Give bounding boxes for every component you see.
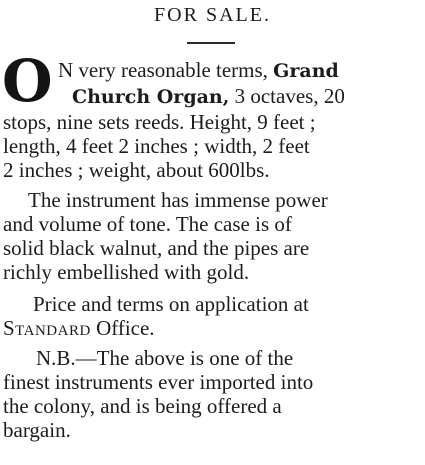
paragraph4-line1: N.B.—The above is one of the: [36, 346, 294, 370]
paragraph3-line2: [3, 316, 155, 340]
paragraph1-line4: length, 4 feet 2 inches ; width, 2 feet: [3, 134, 310, 158]
paragraph4-line3: the colony, and is being offered a: [3, 394, 282, 418]
drop-cap: O: [2, 47, 53, 115]
paragraph1-line3: stops, nine sets reeds. Height, 9 feet ;: [3, 110, 316, 134]
paragraph1-line1-bold: Grand: [273, 60, 339, 82]
paragraph2-line4: richly embellished with gold.: [3, 260, 250, 284]
paragraph4-line2: finest instruments ever imported into: [3, 370, 314, 394]
paragraph1-line2: [72, 84, 345, 109]
paragraph2-line1: The instrument has immense power: [28, 188, 328, 212]
paragraph1-line5: 2 inches ; weight, about 600lbs.: [3, 158, 270, 182]
heading-rule: [187, 42, 235, 44]
organ-name: Church Organ,: [72, 86, 230, 108]
paragraph2-line2: and volume of tone. The case is of: [3, 212, 292, 236]
paragraph1-line1-text: N very reasonable terms,: [58, 58, 268, 82]
ad-heading: FOR SALE.: [154, 4, 271, 26]
paragraph2-line3: solid black walnut, and the pipes are: [3, 236, 310, 260]
newspaper-name: Standard: [3, 316, 91, 340]
paragraph3-line1: Price and terms on application at: [33, 292, 309, 316]
paragraph3-line2-text: Office.: [96, 316, 155, 340]
paragraph1-line2-text: 3 octaves, 20: [234, 84, 345, 108]
paragraph4-line4: bargain.: [3, 418, 71, 442]
paragraph1-line1: [58, 58, 422, 83]
